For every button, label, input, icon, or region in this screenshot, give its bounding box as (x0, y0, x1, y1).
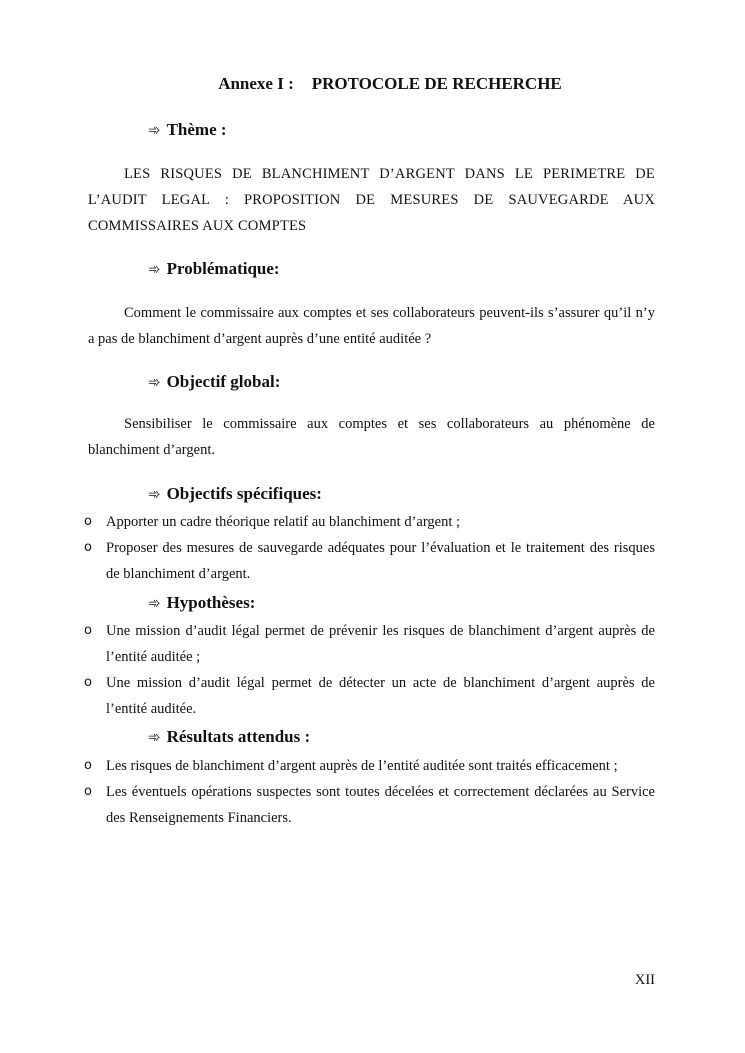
bullet-icon: o (84, 540, 92, 555)
annex-title: PROTOCOLE DE RECHERCHE (311, 74, 562, 93)
heading-problematique: ➾ Problématique: (148, 259, 280, 278)
list-item: o Apporter un cadre théorique relatif au blanchiment d’argent ; (0, 509, 745, 535)
bullet-icon: o (84, 675, 92, 690)
heading-hypotheses: ➾ Hypothèses: (148, 593, 256, 612)
bullet-icon: o (84, 514, 92, 529)
arrow-icon: ➾ (148, 121, 161, 139)
paragraph-objectif-global: Sensibiliser le commissaire aux comptes et ses collaborateurs au phénomène de blanchiment d’argent. (88, 416, 655, 458)
bullet-icon: o (84, 784, 92, 799)
bullet-icon: o (84, 758, 92, 773)
list-item: o Les risques de blanchiment d’argent auprès de l’entité auditée sont traités efficacement ; (0, 753, 745, 779)
paragraph-problematique: Comment le commissaire aux comptes et ses collaborateurs peuvent-ils s’assurer qu’il n’y a pas de blanchiment d’argent auprès d’une entité auditée ? (88, 305, 655, 347)
arrow-icon: ➾ (148, 373, 161, 391)
paragraph-theme: LES RISQUES DE BLANCHIMENT D’ARGENT DANS LE PERIMETRE DE L’AUDIT LEGAL : PROPOSITION DE MESURES DE SAUVEGARDE AUX COMMISSAIRES AUX COMPTES (88, 166, 655, 234)
page-number: XII (634, 972, 655, 988)
list-item: o Une mission d’audit légal permet de détecter un acte de blanchiment d’argent auprès de l’entité auditée. (0, 670, 745, 722)
arrow-icon: ➾ (148, 728, 161, 746)
arrow-icon: ➾ (148, 594, 161, 612)
list-item: o Les éventuels opérations suspectes sont toutes décelées et correctement déclarées au Service des Renseignements Financiers. (0, 779, 745, 831)
heading-objectif-global: ➾ Objectif global: (148, 372, 281, 391)
bullet-icon: o (84, 623, 92, 638)
list-resultats-attendus (0, 753, 745, 831)
page-title (0, 74, 745, 94)
heading-theme: ➾ Thème : (148, 120, 227, 139)
list-objectifs-specifiques (0, 509, 745, 587)
arrow-icon: ➾ (148, 485, 161, 503)
heading-resultats-attendus: ➾ Résultats attendus : (148, 727, 311, 746)
list-item: o Une mission d’audit légal permet de prévenir les risques de blanchiment d’argent auprès de l’entité auditée ; (0, 618, 745, 670)
list-hypotheses (0, 618, 745, 722)
list-item: o Proposer des mesures de sauvegarde adéquates pour l’évaluation et le traitement des risques de blanchiment d’argent. (0, 535, 745, 587)
arrow-icon: ➾ (148, 260, 161, 278)
annex-label: Annexe I : (218, 74, 294, 93)
heading-objectifs-specifiques: ➾ Objectifs spécifiques: (148, 484, 322, 503)
